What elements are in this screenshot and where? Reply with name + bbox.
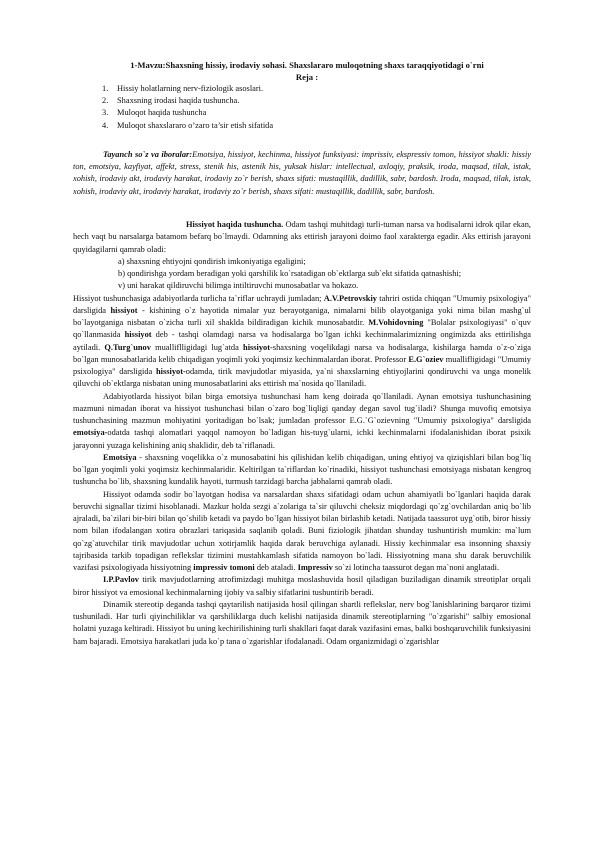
plan-heading: Reja : (295, 72, 319, 82)
paragraph-text: shaxsning voqelikdagi narsa va hodisalarga, kishilarga hamda o`z-o`ziga bo`lgan munosabatlarida kelib chiqadigan yoqimli yoki yoqimsiz kechinmalardan iborat. Professor (73, 342, 531, 364)
list-item-v: v) uni harakat qildiruvchi bilimga intiltiruvchi munosabatlar va hokazo. (118, 281, 359, 291)
plan-item-number: 2. (102, 96, 109, 106)
paragraph (73, 219, 531, 256)
plan-item-text: Shaxsning irodasi haqida tushuncha. (117, 96, 240, 106)
term: impressiv tomoni (193, 563, 255, 572)
term: emotsiya- (73, 428, 108, 438)
term: Impressiv (297, 563, 333, 572)
term: hissiyot (110, 305, 138, 315)
paragraph-text: deb - tashqi olamdagi narsa va hodisalarga bo`lgan ichki kechinmalarimizning ongimizda aks ettirilishga aytiladi. (73, 330, 531, 352)
author-name: M.Vohidovning (368, 318, 424, 327)
paragraph-text: - kishining o`z hayotida nimalar yuz berayotganiga, nimalarni bilib olayotganiga yoki nima bilan mashg`ul bo`layotganiga nisbatan o`zicha turli xil shaklda bildiradigan kichik munosabatdir. (73, 305, 531, 327)
plan-list (102, 83, 273, 132)
list-item-a: a) shaxsning ehtiyojni qondirish imkoniyatiga egaligini; (118, 256, 306, 266)
plan-item (102, 107, 273, 119)
paragraph-text: deb ataladi. (254, 563, 298, 572)
plan-item-number: 3. (102, 108, 109, 118)
author-name: A.V.Petrovskiy (323, 293, 377, 303)
document-title: 1-Mavzu:Shaxsning hissiy, irodaviy sohasi. Shaxslararo muloqotning shaxs taraqqiyotidagi o`rni (130, 60, 484, 70)
paragraph-text: - shaxsning voqelikka o`z munosabatini his qilishidan kelib chiqadigan, uning ehtiyoj va qiziqishlari bilan bog`liq bo`lgan yoqimli yoki yoqimsiz kechinmalaridir. Keltirilgan ta`riflardan ko`rinadiki, hissiyot tushunchasi emotsiyaga nisbatan kengroq tushuncha bo`lib, shaxsning kundalik hayoti, turmush tarzidagi barcha jabhalarni qamrab oladi. (73, 452, 531, 487)
paragraph-text: muallifligidagi "Umumiy psixologiya" darsligida (73, 354, 531, 376)
paragraph (73, 391, 531, 452)
section-heading: Hissiyot haqida tushuncha. (186, 220, 284, 229)
body-text (73, 219, 531, 648)
paragraph-text: Odam tashqi muhitdagi turli-tuman narsa va hodisalarni idrok qilar ekan, hech vaqt bu narsalarga batamom befarq bo`lmaydi. Odamning aks ettirish jarayoni doimo faol xarakterga egadir. Aks ettirish jarayoni quyidagilarni qamrab oladi: (73, 220, 531, 254)
plan-item-text: Hissiy holatlarning nerv-fiziologik asoslari. (117, 84, 264, 93)
list-item-b: b) qondirishga yordam beradigan yoki qarshilik ko`rsatadigan ob`ektlarga sub`ekt sifatida qatnashishi; (118, 269, 462, 278)
plan-item-number: 4. (102, 120, 109, 130)
paragraph (73, 452, 531, 489)
plan-item-text: Muloqot shaxslararo o’zaro ta’sir etish sifatida (117, 120, 274, 130)
paragraph (73, 293, 531, 391)
paragraph-text: tahriri ostida chiqqan "Umumiy psixologiya" darsligida (73, 293, 532, 315)
term: hissiyot (124, 330, 152, 340)
paragraph-text: "Bolalar psixologiyasi" o`quv qo`llanmasida (73, 318, 531, 340)
plan-item (102, 83, 273, 95)
term: Emotsiya (103, 452, 137, 462)
paragraph-text: odamda, tirik mavjudotlar miyasida, ya`ni shaxslarning ehtiyojlarini qondiruvchi va unga monelik qiluvchi ob`ektlarga nisbatan uning munosabatlarini aks ettirish ma`nosida qo`llaniladi. (73, 367, 531, 389)
paragraph-text: Hissiyot tushunchasiga adabiyotlarda turlicha ta`riflar uchraydi jumladan; (73, 293, 324, 303)
keywords-paragraph (73, 149, 531, 198)
paragraph-text: Hissiyot odamda sodir bo`layotgan hodisa va narsalardan shaxs sifatidagi odam uchun ahamiyatli bo`lganlari haqida darak beruvchi signallar tizimi hisoblanadi. Mazkur holda sezgi a`zolariga ta`sir qiluvchi cheksiz miqdordagi qo`zg`ovchilardan aniq bo`lib ajraladi, ba`zilari bir-biri bilan qo`shilib ketadi va paydo bo`lgan hissiyot bilan birlashib ketadi. Natijada taassurot uyg`otib, biror hissiy nom bilan ifodalangan xotira obrazlari tariqasida saqlanib qoladi. Buni fiziologik jihatdan shunday tushuntirish mumkin: ma`lum qo`zg`atuvchilar tirik mavjudotlar uchun xotirjamlik haqida darak beruvchiga aylanadi. Hissiy kechinmalar esa insonning shaxsiy tajribasida tarkib topadigan reflekslar tizimini mustahkamlash sifatida namoyon bo`ladi. Hissiyotning mana shu darak beruvchilik vazifasi psixologiyada hissiyotning (73, 489, 531, 572)
paragraph-text: Adabiyotlarda hissiyot bilan birga emotsiya tushunchasi ham keng doirada qo`llaniladi. Aynan emotsiya tushunchasining mazmuni nimadan iborat va hissiyot tushunchasi bilan o`zaro bog`liqligi qanday degan savol tug`iladi? Shunga muvofiq emotsiya tushunchasining mazmun mohiyatini yoritadigan bo`lsak; jumladan professor E.G.`G`ozievning "Umumiy psixologiya" darsligida (73, 391, 531, 425)
plan-item (102, 95, 273, 107)
author-name: E.G`oziev (408, 354, 444, 364)
plan-item-number: 1. (102, 84, 109, 93)
author-name: Q.Turg`unov (104, 342, 151, 352)
plan-item-text: Muloqot haqida tushuncha (117, 108, 207, 118)
paragraph (73, 489, 531, 575)
plan-item (102, 120, 273, 132)
paragraph-text: so`zi lotincha taassurot degan ma`noni anglatadi. (332, 563, 500, 572)
keywords-label: Tayanch so`z va iboralar: (103, 150, 193, 159)
term: hissiyot- (243, 342, 273, 352)
paragraph-text: mualliflligidagi lug`atda (150, 342, 244, 352)
author-name: I.P.Pavlov (103, 575, 139, 585)
term: hissiyot- (155, 367, 186, 376)
paragraph-text: tirik mavjudotlarning atrofimizdagi muhitga moslashuvida hosil qiladigan buziladigan dinamik streotiplar orqali biror hissiyot va emosional kechinmalarning ijobiy va salbiy sifatlarini tushuntirib beradi. (73, 575, 531, 597)
paragraph: Dinamik stereotip deganda tashqi qaytarilish natijasida hosil qilingan shartli reflekslar, nerv bog`lanishlarining barqaror tizimi tushuniladi. Har turli qiyinchiliklar va qarshiliklarga duch kelishi natijasida dinamik stereotiplarning "o`zgarishi" salbiy emosional holatni yuzaga keltiradi. Hissiyot bu uning kechirilishining turli shakllari faqat darak vazifasini emas, balki boshqaruvchilik funksiyasini ham bajaradi. Emotsiya harakatlari juda ko`p tana o`zgarishlar ifodalanadi. Odam organizmidagi o`zgarishlar (73, 599, 531, 646)
paragraph (73, 574, 531, 599)
keywords-text: Emotsiya, hissiyot, kechinma, hissiyot funksiyasi: imprissiv, ekspressiv tomon, hissiyot shakli: hissiy ton, emotsiya, kayfiyat, affekt, stress, stenik his, astenik his, yuksak hislar: intellectual, axloqiy, praksik, iroda, maqsad, tilak, istak, xohish, irodaviy akt, irodaviy harakat, irodaviy zo`r berish, shaxs sifati: mustaqillik, dadillik, sabr, bardosh. Iroda, maqsad, tilak, istak, xohish, irodaviy akt, irodaviy harakat, irodaviy zo`r berish, shaxs sifati: mustaqillik, dadillik, sabr, bardosh. (73, 150, 531, 196)
paragraph-text: odatda tashqi alomatlari yaqqol namoyon bo`ladigan his-tuyg`ularni, ichki kechinmalarni ifodalanishidan iborat psixik jarayonni yuzaga kelishining aniq shaklidir, deb ta`riflanadi. (73, 428, 531, 450)
